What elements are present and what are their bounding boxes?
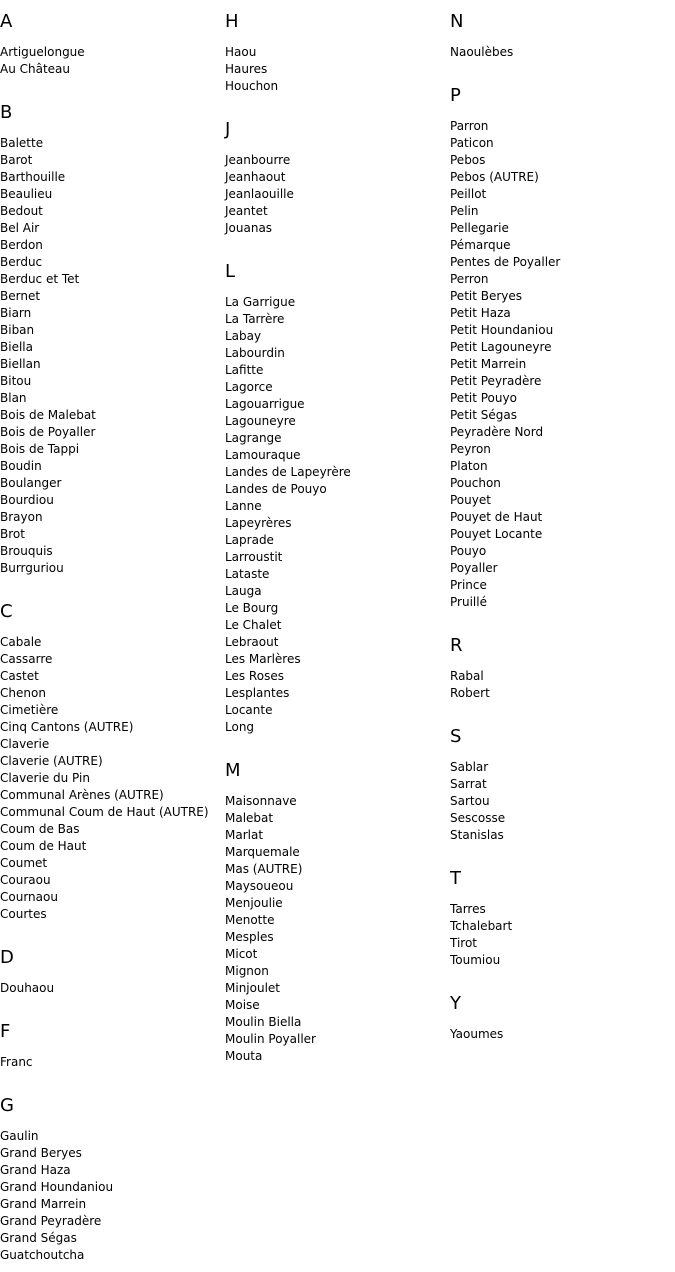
place-list [225,294,450,736]
place-link[interactable]: Sescosse [450,811,506,825]
place-link[interactable]: Rabal [450,669,484,683]
place-link[interactable]: Malebat [225,811,274,825]
place-link[interactable]: Petit Marrein [450,357,527,371]
place-link[interactable]: Bernet [0,289,41,303]
place-link[interactable]: Platon [450,459,488,473]
place-link[interactable]: Paticon [450,136,494,150]
place-link[interactable]: Pebos (AUTRE) [450,170,539,184]
place-link[interactable]: La Tarrère [225,312,285,326]
index-column-2 [225,0,450,1065]
place-link[interactable]: Larroustit [225,550,283,564]
place-link[interactable]: Barthouille [0,170,66,184]
place-list [450,44,675,61]
place-link[interactable]: Douhaou [0,981,55,995]
letter-heading: L [225,261,236,282]
place-link[interactable]: Cabale [0,635,42,649]
group-spacer [450,702,675,715]
place-link[interactable]: Peyradère Nord [450,425,544,439]
place-list [0,135,225,577]
place-link[interactable]: Pentes de Poyaller [450,255,561,269]
place-link[interactable]: Tchalebart [450,919,513,933]
place-link[interactable]: Marquemale [225,845,300,859]
place-link[interactable]: Stanislas [450,828,504,842]
place-list [0,1054,225,1071]
place-link[interactable]: Beaulieu [0,187,53,201]
place-link[interactable]: Couraou [0,873,51,887]
place-link[interactable]: Claverie [0,737,50,751]
letter-group [450,857,675,982]
place-link[interactable]: Brouquis [0,544,53,558]
letter-group [0,590,225,936]
place-list [450,901,675,969]
place-link[interactable]: Grand Haza [0,1163,71,1177]
place-link[interactable]: Le Bourg [225,601,279,615]
place-link[interactable]: Marlat [225,828,264,842]
place-link[interactable]: Sartou [450,794,490,808]
place-link[interactable]: Lapeyrères [225,516,292,530]
place-link[interactable]: Castet [0,669,39,683]
place-link[interactable]: Toumiou [450,953,501,967]
place-link[interactable]: Robert [450,686,490,700]
letter-group [0,1010,225,1084]
place-link[interactable]: Grand Peyradère [0,1214,102,1228]
place-link[interactable]: Bel Air [0,221,40,235]
place-list [0,634,225,923]
place-link[interactable]: Berduc [0,255,43,269]
group-spacer [0,997,225,1010]
place-link[interactable]: Les Roses [225,669,284,683]
place-link[interactable]: Pouyo [450,544,487,558]
place-link[interactable]: Coum de Haut [0,839,87,853]
place-link[interactable]: Menjoulie [225,896,283,910]
place-link[interactable]: Sarrat [450,777,487,791]
place-link[interactable]: Landes de Pouyo [225,482,327,496]
place-link[interactable]: Lanne [225,499,262,513]
place-list [450,118,675,611]
place-link[interactable]: Petit Haza [450,306,511,320]
place-link[interactable]: Les Marlères [225,652,301,666]
place-link[interactable]: Lagorce [225,380,273,394]
index-column-1 [0,0,225,1264]
group-spacer [0,923,225,936]
letter-heading: R [450,635,463,656]
place-link[interactable]: Franc [0,1055,33,1069]
place-list [450,1026,675,1043]
place-link[interactable]: Jeanhaout [225,170,286,184]
place-link[interactable]: Mesples [225,930,274,944]
place-link[interactable]: Courtes [0,907,47,921]
group-spacer [450,61,675,74]
letter-group [450,982,675,1043]
place-link[interactable]: Lamouraque [225,448,301,462]
letter-group [0,91,225,590]
place-link[interactable]: Biellan [0,357,41,371]
place-link[interactable]: Boulanger [0,476,62,490]
letter-heading: H [225,11,239,32]
place-link[interactable]: Maysoueou [225,879,294,893]
group-spacer [225,237,450,250]
place-link[interactable]: Houchon [225,79,279,93]
place-link[interactable]: Biella [0,340,33,354]
place-link[interactable]: Micot [225,947,258,961]
place-link[interactable]: Lagouneyre [225,414,296,428]
place-link[interactable]: Pellegarie [450,221,509,235]
place-link[interactable]: Biban [0,323,35,337]
letter-group [0,0,225,91]
place-link[interactable]: Peillot [450,187,487,201]
place-link[interactable]: Poyaller [450,561,498,575]
place-link[interactable]: Cassarre [0,652,53,666]
letter-group [0,936,225,1010]
place-link[interactable]: Lafitte [225,363,264,377]
place-link[interactable]: Tarres [450,902,486,916]
place-link[interactable]: Brot [0,527,25,541]
place-link[interactable]: Parron [450,119,489,133]
letter-group [0,1084,225,1264]
place-link[interactable]: Pouchon [450,476,501,490]
place-link[interactable]: Jeanlaouille [225,187,294,201]
group-spacer [225,95,450,108]
place-link[interactable]: Labay [225,329,262,343]
letter-heading: Y [450,993,461,1014]
place-link[interactable]: Mas (AUTRE) [225,862,303,876]
place-link[interactable]: Guatchoutcha [0,1248,85,1262]
place-link[interactable]: Mouta [225,1049,263,1063]
place-list [0,44,225,78]
place-link[interactable]: Pruillé [450,595,487,609]
place-link[interactable]: Lebraout [225,635,279,649]
place-list [0,1128,225,1264]
group-spacer [0,1071,225,1084]
letter-group [225,250,450,749]
place-link[interactable]: Burrguriou [0,561,64,575]
place-link[interactable]: Pouyet Locante [450,527,543,541]
place-link[interactable]: Menotte [225,913,275,927]
place-link[interactable]: Haures [225,62,268,76]
letter-heading: T [450,868,461,889]
place-link[interactable]: Grand Ségas [0,1231,77,1245]
group-spacer [225,736,450,749]
group-spacer [450,969,675,982]
place-link[interactable]: Le Chalet [225,618,282,632]
place-link[interactable]: Petit Peyradère [450,374,542,388]
place-link[interactable]: Bitou [0,374,32,388]
letter-group [450,74,675,624]
place-link[interactable]: Cournaou [0,890,58,904]
letter-heading: D [0,947,14,968]
place-link[interactable]: Long [225,720,255,734]
letter-heading: N [450,11,464,32]
place-link[interactable]: Claverie (AUTRE) [0,754,103,768]
place-link[interactable]: Grand Beryes [0,1146,82,1160]
group-spacer [450,611,675,624]
place-link[interactable]: Lataste [225,567,270,581]
place-list [450,668,675,702]
place-link[interactable]: Lagrange [225,431,282,445]
place-link[interactable]: Petit Beryes [450,289,523,303]
place-link[interactable]: Haou [225,45,257,59]
place-link[interactable]: Naoulèbes [450,45,514,59]
letter-heading: M [225,760,241,781]
place-link[interactable]: Landes de Lapeyrère [225,465,351,479]
letter-group [225,749,450,1065]
place-link[interactable]: Coum de Bas [0,822,80,836]
place-link[interactable]: Bois de Malebat [0,408,96,422]
place-list [450,759,675,844]
place-link[interactable]: Au Château [0,62,71,76]
letter-heading: C [0,601,13,622]
place-link[interactable]: Berdon [0,238,43,252]
place-link[interactable]: Communal Arènes (AUTRE) [0,788,164,802]
place-link[interactable]: Brayon [0,510,43,524]
letter-group [450,624,675,715]
place-list [225,152,450,237]
group-spacer [0,577,225,590]
place-link[interactable]: Pouyet de Haut [450,510,543,524]
place-link[interactable]: Pémarque [450,238,511,252]
letter-heading: S [450,726,462,747]
letter-heading: A [0,11,13,32]
place-link[interactable]: Grand Marrein [0,1197,87,1211]
place-link[interactable]: Grand Houndaniou [0,1180,114,1194]
letter-heading: F [0,1021,11,1042]
place-link[interactable]: La Garrigue [225,295,296,309]
letter-heading: B [0,102,13,123]
place-link[interactable]: Pelin [450,204,479,218]
place-link[interactable]: Labourdin [225,346,285,360]
place-link[interactable]: Chenon [0,686,46,700]
place-link[interactable]: Artiguelongue [0,45,85,59]
place-link[interactable]: Peyron [450,442,491,456]
letter-group [225,0,450,108]
place-list [225,793,450,1065]
letter-heading: G [0,1095,14,1116]
place-link[interactable]: Cinq Cantons (AUTRE) [0,720,134,734]
letter-group [450,0,675,74]
place-link[interactable]: Biarn [0,306,32,320]
place-link[interactable]: Moulin Poyaller [225,1032,316,1046]
place-link[interactable]: Cimetière [0,703,59,717]
index-column-3 [450,0,675,1043]
place-link[interactable]: Minjoulet [225,981,280,995]
place-link[interactable]: Jeanbourre [225,153,291,167]
place-link[interactable]: Pouyet [450,493,491,507]
place-link[interactable]: Moulin Biella [225,1015,302,1029]
place-link[interactable]: Claverie du Pin [0,771,90,785]
place-link[interactable]: Bois de Tappi [0,442,80,456]
place-link[interactable]: Petit Lagouneyre [450,340,552,354]
place-link[interactable]: Petit Ségas [450,408,517,422]
place-list [0,980,225,997]
place-link[interactable]: Boudin [0,459,42,473]
group-spacer [450,844,675,857]
place-link[interactable]: Jouanas [225,221,273,235]
place-link[interactable]: Perron [450,272,489,286]
place-link[interactable]: Bourdiou [0,493,54,507]
place-link[interactable]: Locante [225,703,273,717]
place-link[interactable]: Lagouarrigue [225,397,305,411]
place-link[interactable]: Bois de Poyaller [0,425,96,439]
place-link[interactable]: Tirot [450,936,478,950]
place-link[interactable]: Sablar [450,760,489,774]
place-list [225,44,450,95]
place-link[interactable]: Gaulin [0,1129,39,1143]
place-link[interactable]: Communal Coum de Haut (AUTRE) [0,805,209,819]
place-link[interactable]: Berduc et Tet [0,272,80,286]
place-link[interactable]: Blan [0,391,27,405]
place-link[interactable]: Lauga [225,584,262,598]
place-link[interactable]: Petit Houndaniou [450,323,554,337]
place-link[interactable]: Laprade [225,533,274,547]
letter-group [225,108,450,250]
place-link[interactable]: Yaoumes [450,1027,504,1041]
place-link[interactable]: Prince [450,578,487,592]
place-link[interactable]: Mignon [225,964,269,978]
letter-heading: J [225,119,231,140]
place-link[interactable]: Moise [225,998,260,1012]
place-link[interactable]: Pebos [450,153,486,167]
place-link[interactable]: Bedout [0,204,43,218]
place-link[interactable]: Petit Pouyo [450,391,517,405]
place-link[interactable]: Maisonnave [225,794,297,808]
place-link[interactable]: Coumet [0,856,48,870]
group-spacer [0,78,225,91]
place-link[interactable]: Balette [0,136,44,150]
place-link[interactable]: Jeantet [225,204,268,218]
letter-group [450,715,675,857]
letter-heading: P [450,85,461,106]
place-link[interactable]: Lesplantes [225,686,290,700]
place-link[interactable]: Barot [0,153,33,167]
